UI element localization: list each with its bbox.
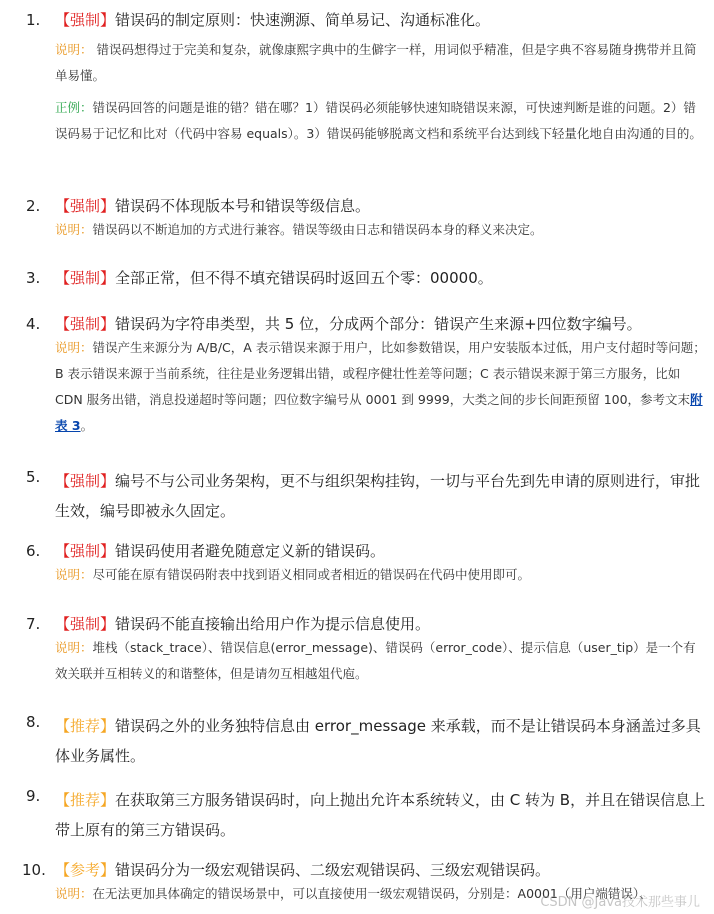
note-label: 说明：: [55, 340, 93, 355]
appendix-link[interactable]: 附表 3: [55, 392, 703, 433]
item-number: 3.: [26, 269, 41, 287]
rule-item-5: [0, 466, 714, 526]
rule-text: 【参考】错误码分为一级宏观错误码、二级宏观错误码、三级宏观错误码。: [55, 861, 551, 879]
note-label: 说明：: [55, 886, 93, 901]
item-number: 10.: [22, 861, 46, 879]
example-label: 正例：: [55, 100, 93, 115]
item-number: 1.: [26, 11, 41, 29]
level-tag: 【强制】: [55, 615, 116, 633]
item-number: 8.: [26, 713, 41, 731]
level-tag: 【强制】: [55, 542, 116, 560]
rule-item-3: [0, 267, 714, 289]
rule-text: 【推荐】在获取第三方服务错误码时，向上抛出允许本系统转义，由 C 转为 B，并且在错误信息上带上原有的第三方错误码。: [55, 791, 706, 839]
note-label: 说明：: [55, 42, 93, 57]
rule-item-6: [0, 540, 714, 588]
level-tag: 【强制】: [55, 472, 116, 490]
level-tag: 【推荐】: [55, 791, 116, 809]
rule-note: 说明：在无法更加具体确定的错误场景中，可以直接使用一级宏观错误码，分别是：A0001（用户端错误）、: [55, 886, 652, 901]
level-tag: 【强制】: [55, 315, 116, 333]
level-tag: 【强制】: [55, 197, 116, 215]
rule-item-4: [0, 313, 714, 439]
rule-example: 正例：错误码回答的问题是谁的错？错在哪？1）错误码必须能够快速知晓错误来源，可快速判断是谁的问题。2）错误码易于记忆和比对（代码中容易 equals）。3）错误码能够脱离文档和系统平台达到线下轻量化地自由沟通的目的。: [55, 100, 702, 141]
item-number: 4.: [26, 315, 41, 333]
level-tag: 【参考】: [55, 861, 116, 879]
level-tag: 【强制】: [55, 269, 116, 287]
level-tag: 【推荐】: [55, 717, 116, 735]
rule-note: 说明：错误产生来源分为 A/B/C，A 表示错误来源于用户，比如参数错误，用户安装版本过低，用户支付超时等问题；B 表示错误来源于当前系统，往往是业务逻辑出错，或程序健壮性差等问题；C 表示错误来源于第三方服务，比如 CDN 服务出错，消息投递超时等问题；四位数字编号从 0001 到 9999，大类之间的步长间距预留 100，参考文末附表 3。: [55, 340, 706, 433]
rule-item-9: [0, 785, 714, 845]
rule-item-7: [0, 613, 714, 687]
rule-text: 【强制】错误码为字符串类型，共 5 位，分成两个部分：错误产生来源+四位数字编号。: [55, 315, 642, 333]
item-number: 5.: [26, 468, 41, 486]
note-label: 说明：: [55, 567, 93, 582]
rule-text: 【强制】错误码不能直接输出给用户作为提示信息使用。: [55, 615, 431, 633]
item-number: 2.: [26, 197, 41, 215]
rule-item-1: [0, 9, 714, 147]
rule-text: 【强制】全部正常，但不得不填充错误码时返回五个零：00000。: [55, 269, 493, 287]
rule-text: 【强制】错误码的制定原则：快速溯源、简单易记、沟通标准化。: [55, 11, 491, 29]
rule-text: 【强制】错误码使用者避免随意定义新的错误码。: [55, 542, 386, 560]
rule-note: 说明：尽可能在原有错误码附表中找到语义相同或者相近的错误码在代码中使用即可。: [55, 567, 531, 582]
item-number: 6.: [26, 542, 41, 560]
rule-text: 【推荐】错误码之外的业务独特信息由 error_message 来承载，而不是让错误码本身涵盖过多具体业务属性。: [55, 717, 701, 765]
rule-text: 【强制】错误码不体现版本号和错误等级信息。: [55, 197, 371, 215]
item-number: 7.: [26, 615, 41, 633]
note-label: 说明：: [55, 640, 93, 655]
rule-item-2: [0, 195, 714, 243]
item-number: 9.: [26, 787, 41, 805]
rule-item-8: [0, 711, 714, 771]
watermark: CSDN @Java技术那些事儿: [540, 895, 700, 910]
rule-note: 说明：堆栈（stack_trace）、错误信息(error_message)、错误码（error_code）、提示信息（user_tip）是一个有效关联并互相转义的和谐整体，但是请勿互相越俎代庖。: [55, 640, 696, 681]
rule-note: 说明： 错误码想得过于完美和复杂，就像康熙字典中的生僻字一样，用词似乎精准，但是字典不容易随身携带并且简单易懂。: [55, 42, 697, 83]
rule-note: 说明：错误码以不断追加的方式进行兼容。错误等级由日志和错误码本身的释义来决定。: [55, 222, 543, 237]
level-tag: 【强制】: [55, 11, 116, 29]
rule-text: 【强制】编号不与公司业务架构，更不与组织架构挂钩，一切与平台先到先申请的原则进行，审批生效，编号即被永久固定。: [55, 472, 701, 520]
note-label: 说明：: [55, 222, 93, 237]
